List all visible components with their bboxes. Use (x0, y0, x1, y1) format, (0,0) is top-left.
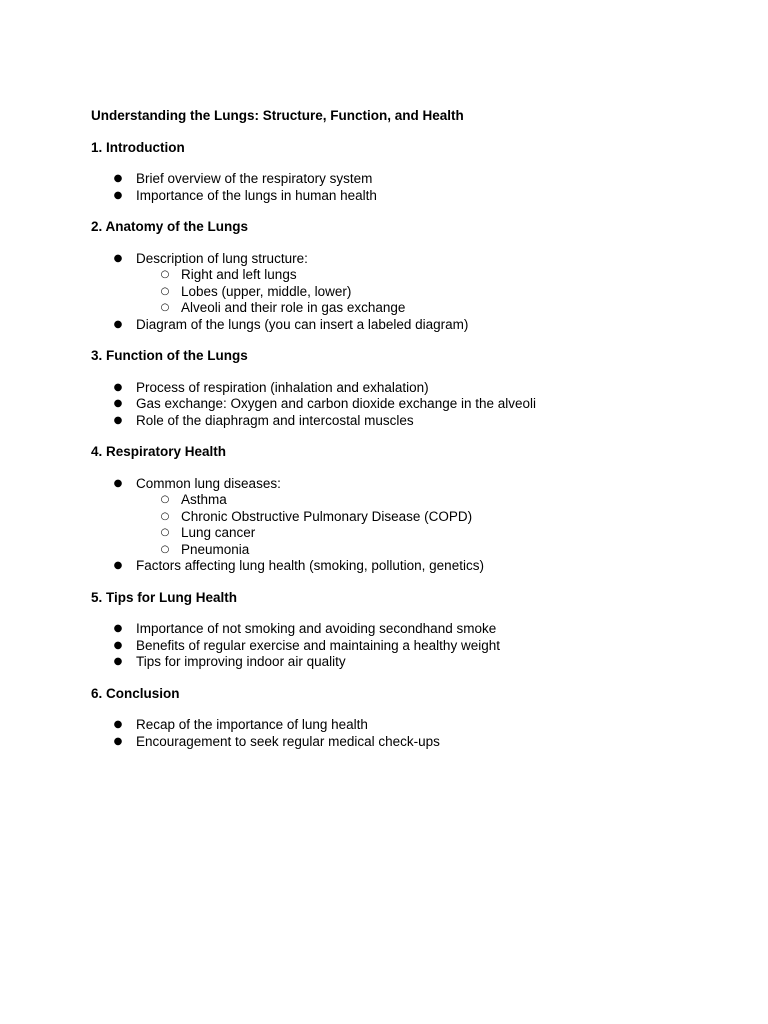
document-title: Understanding the Lungs: Structure, Function, and Health (91, 108, 464, 123)
list-item (91, 380, 711, 397)
bullet-icon: ● (113, 414, 123, 426)
list-item (91, 396, 711, 413)
bullet-icon: ● (113, 252, 123, 264)
list-item (91, 171, 711, 188)
document-content (91, 108, 711, 765)
list-item (91, 734, 711, 751)
section-heading-introduction: 1. Introduction (91, 139, 185, 155)
list-item (91, 317, 711, 334)
sub-list-item-text: Lung cancer (181, 525, 256, 540)
sub-list-item-text: Right and left lungs (181, 267, 297, 282)
section-heading-respiratory-health: 4. Respiratory Health (91, 444, 227, 459)
hollow-bullet-icon: ○ (160, 285, 170, 297)
list-item-text: Encouragement to seek regular medical check-ups (136, 733, 440, 749)
list-item (91, 654, 711, 671)
sub-list-item-text: Lobes (upper, middle, lower) (181, 283, 352, 299)
bullet-icon: ● (113, 623, 123, 634)
bullet-icon: ● (113, 398, 123, 409)
list-item (91, 638, 711, 655)
list-item-text: Gas exchange: Oxygen and carbon dioxide exchange in the alveoli (136, 396, 537, 411)
sub-list-item (136, 284, 711, 301)
hollow-bullet-icon: ○ (160, 527, 170, 538)
list-item-text: Common lung diseases: (136, 475, 281, 491)
section-heading-anatomy: 2. Anatomy of the Lungs (91, 219, 249, 234)
bullet-icon: ● (113, 735, 123, 747)
list-item-text: Diagram of the lungs (you can insert a labeled diagram) (136, 316, 469, 332)
bullet-icon: ● (113, 719, 123, 730)
sub-list-item (136, 300, 711, 317)
bullet-icon: ● (113, 639, 123, 651)
hollow-bullet-icon: ○ (160, 510, 170, 522)
bullet-icon: ● (113, 318, 123, 330)
list-item-text: Role of the diaphragm and intercostal muscles (136, 412, 414, 428)
hollow-bullet-icon: ○ (160, 269, 170, 280)
bullet-list-tips (91, 621, 711, 671)
bullet-list-conclusion (91, 717, 711, 750)
sub-list-item (136, 509, 711, 526)
bullet-list-respiratory-health (91, 476, 711, 575)
list-item (91, 188, 711, 205)
sub-list-item (136, 267, 711, 284)
bullet-list-anatomy (91, 251, 711, 334)
hollow-bullet-icon: ○ (160, 302, 170, 313)
list-item-text: Description of lung structure: (136, 250, 308, 266)
section-heading-tips: 5. Tips for Lung Health (91, 589, 238, 605)
list-item (91, 621, 711, 638)
bullet-icon: ● (113, 477, 123, 489)
list-item-text: Brief overview of the respiratory system (136, 171, 373, 186)
list-item-text: Factors affecting lung health (smoking, pollution, genetics) (136, 558, 484, 573)
bullet-icon: ● (113, 560, 123, 571)
list-item-text: Recap of the importance of lung health (136, 717, 368, 732)
hollow-bullet-icon: ○ (160, 543, 170, 555)
section-heading-conclusion: 6. Conclusion (91, 685, 180, 701)
list-item (91, 251, 711, 317)
bullet-icon: ● (113, 173, 123, 184)
sub-list-item-text: Alveoli and their role in gas exchange (181, 300, 406, 315)
bullet-list-introduction (91, 171, 711, 204)
list-item-text: Benefits of regular exercise and maintaining a healthy weight (136, 637, 500, 653)
sub-list-item (136, 492, 711, 509)
sub-list-item-text: Chronic Obstructive Pulmonary Disease (COPD) (181, 508, 473, 524)
list-item-text: Tips for improving indoor air quality (136, 654, 346, 669)
bullet-icon: ● (113, 189, 123, 201)
bullet-list-function (91, 380, 711, 430)
list-item (91, 717, 711, 734)
sub-list-item (136, 542, 711, 559)
list-item-text: Importance of not smoking and avoiding secondhand smoke (136, 621, 497, 636)
sub-list-item (136, 525, 711, 542)
sub-list (136, 267, 711, 317)
sub-list-item-text: Pneumonia (181, 541, 250, 557)
bullet-icon: ● (113, 381, 123, 393)
hollow-bullet-icon: ○ (160, 494, 170, 505)
sub-list-item-text: Asthma (181, 492, 227, 507)
list-item-text: Process of respiration (inhalation and exhalation) (136, 379, 429, 395)
list-item (91, 558, 711, 575)
list-item-text: Importance of the lungs in human health (136, 187, 377, 203)
list-item (91, 413, 711, 430)
section-heading-function: 3. Function of the Lungs (91, 348, 248, 363)
list-item (91, 476, 711, 559)
bullet-icon: ● (113, 656, 123, 667)
sub-list (136, 492, 711, 558)
